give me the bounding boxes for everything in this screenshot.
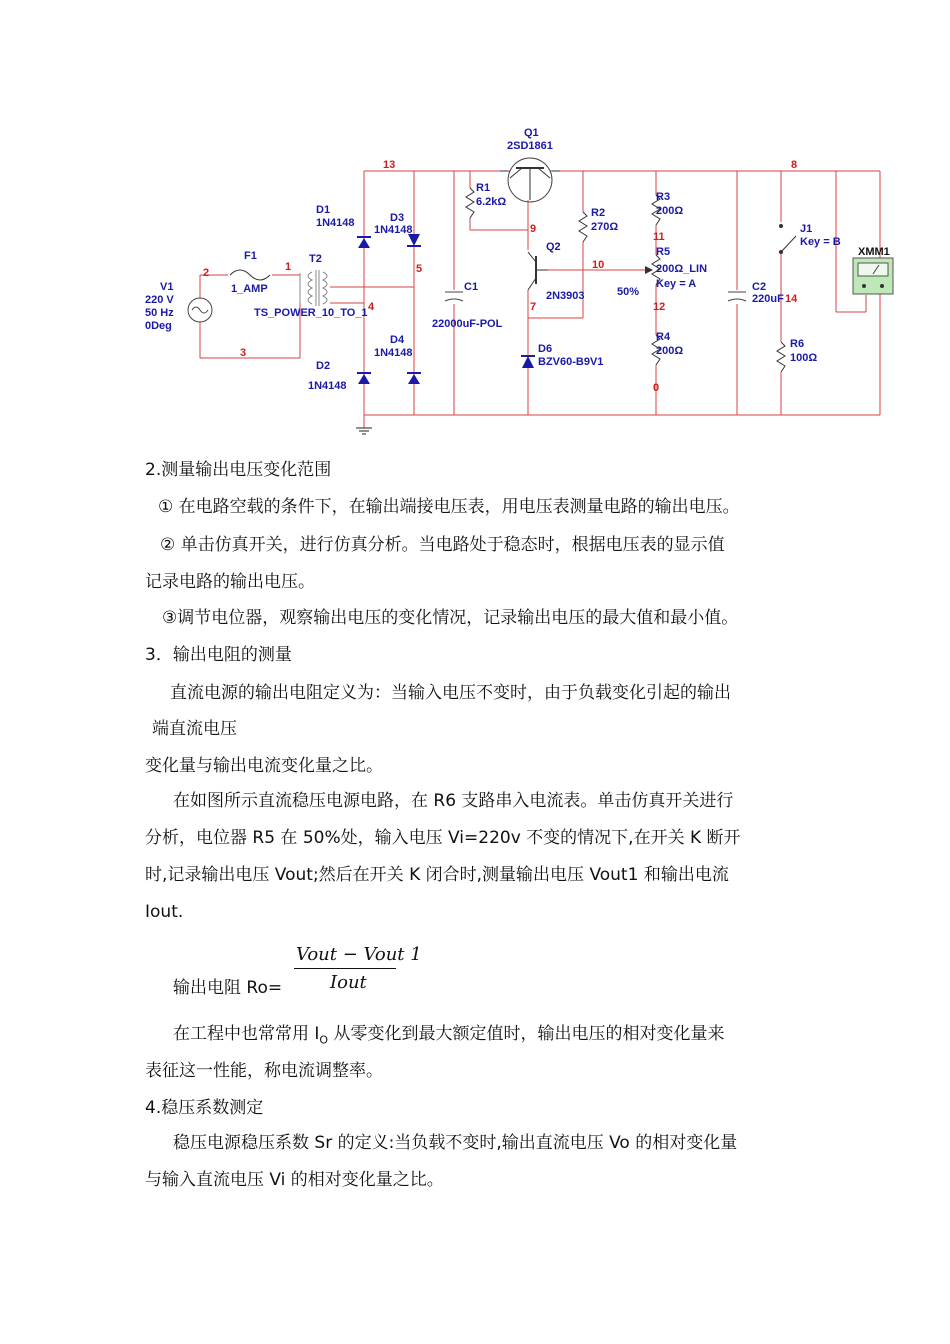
formula-fraction-bar [294,968,396,969]
q2-ref: Q2 [546,241,561,253]
formula-label: 输出电阻 Ro= [173,978,283,998]
d6-part: BZV60-B9V1 [538,356,604,368]
q1-part: 2SD1861 [507,140,553,152]
net-3: 3 [240,347,247,359]
net-11: 11 [653,231,665,243]
net-9: 9 [530,223,537,235]
subscript-o: O [319,1033,329,1047]
f1-part: 1_AMP [231,283,268,295]
ground-symbol [356,428,372,434]
section-3-para-2: 在如图所示直流稳压电源电路，在 R6 支路串入电流表。单击仿真开关进行 [173,791,734,811]
c1-capacitor [445,290,463,304]
section-3-para-1: 直流电源的输出电阻定义为：当输入电压不变时，由于负载变化引起的输出 [170,683,731,703]
c1-value: 22000uF-POL [432,318,503,330]
section-3-para-3-cont: 表征这一性能，称电流调整率。 [145,1061,383,1081]
section-4-para-1-cont: 与输入直流电压 Vi 的相对变化量之比。 [145,1170,444,1190]
q1-ref: Q1 [524,127,539,139]
xmm1-ref: XMM1 [858,246,890,258]
r4-ref: R4 [656,331,671,343]
section-2-step-2-cont: 记录电路的输出电压。 [145,572,315,592]
section-2-step-1: ① 在电路空载的条件下，在输出端接电压表，用电压表测量电路的输出电压。 [158,497,740,517]
q1-transistor [500,158,560,202]
d6-zener [521,356,535,368]
net-4: 4 [368,301,375,313]
net-8: 8 [791,159,798,171]
xmm1-multimeter [853,258,893,294]
r6-value: 100Ω [790,352,818,364]
q2-transistor [528,252,548,290]
v1-amplitude: 220 V [145,294,174,306]
r2-value: 270Ω [591,221,619,233]
section-2-title: 2.测量输出电压变化范围 [145,460,332,480]
d1-diode [357,237,371,248]
f1-fuse [228,270,272,280]
section-3-para-2-line-4: Iout. [145,902,184,922]
r2-resistor [577,212,589,242]
r5-key: Key = A [656,278,697,290]
d2-ref: D2 [316,360,331,372]
c2-capacitor [728,290,746,304]
r5-ref: R5 [656,246,671,258]
r6-resistor [775,342,787,372]
section-2-step-3: ③调节电位器，观察输出电压的变化情况，记录输出电压的最大值和最小值。 [162,608,739,628]
d3-part: 1N4148 [374,224,413,236]
net-14: 14 [785,293,798,305]
circuit-schematic [0,0,950,450]
section-3-title: 3．输出电阻的测量 [145,645,292,665]
v1-ref: V1 [160,281,174,293]
r2-ref: R2 [591,207,606,219]
t2-transformer [300,270,327,306]
d4-diode [407,373,421,384]
section-4-title: 4.稳压系数测定 [145,1098,264,1118]
d2-diode [357,373,371,384]
c1-ref: C1 [464,281,479,293]
section-3-para-1-cont: 端直流电压 [152,719,237,739]
t2-ref: T2 [309,253,322,265]
c2-ref: C2 [752,281,767,293]
j1-key: Key = B [800,236,841,248]
section-2-step-2: ② 单击仿真开关，进行仿真分析。当电路处于稳态时，根据电压表的显示值 [160,535,725,555]
net-2: 2 [203,267,210,279]
para-3-prefix: 在工程中也常常用 I [173,1024,320,1044]
t2-part: TS_POWER_10_TO_1 [254,307,368,319]
v1-phase: 0Deg [145,320,172,332]
d2-part: 1N4148 [308,380,347,392]
r1-ref: R1 [476,182,491,194]
j1-switch [774,222,802,254]
r1-resistor [464,188,476,218]
section-3-para-2-line-3: 时,记录输出电压 Vout;然后在开关 K 闭合时,测量输出电压 Vout1 和输出电流 [145,865,729,885]
net-12: 12 [653,301,666,313]
f1-ref: F1 [244,250,257,262]
d4-ref: D4 [390,334,405,346]
r3-value: 200Ω [656,205,684,217]
v1-ac-source [188,298,212,322]
section-3-para-3 [173,1022,725,1052]
section-3-para-1-end: 变化量与输出电流变化量之比。 [145,756,383,776]
formula-numerator: Vout − Vout 1 [296,944,422,965]
d6-ref: D6 [538,343,553,355]
r1-value: 6.2kΩ [476,196,507,208]
net-1: 1 [285,261,292,273]
q2-part: 2N3903 [546,290,585,302]
net-13: 13 [383,159,396,171]
r3-ref: R3 [656,191,671,203]
net-7: 7 [530,301,537,313]
d3-ref: D3 [390,212,405,224]
net-5: 5 [416,263,423,275]
r4-value: 200Ω [656,345,684,357]
r5-setting: 50% [617,286,640,298]
d1-ref: D1 [316,204,331,216]
section-4-para-1: 稳压电源稳压系数 Sr 的定义:当负载不变时,输出直流电压 Vo 的相对变化量 [173,1133,738,1153]
net-0: 0 [653,382,660,394]
section-3-para-2-line-2: 分析，电位器 R5 在 50%处，输入电压 Vi=220v 不变的情况下,在开关 K 断开 [145,828,741,848]
j1-ref: J1 [800,223,813,235]
d1-part: 1N4148 [316,217,355,229]
d4-part: 1N4148 [374,347,413,359]
r5-value: 200Ω_LIN [656,263,708,275]
c2-value: 220uF [752,293,784,305]
r6-ref: R6 [790,338,805,350]
net-10: 10 [592,259,605,271]
para-3-suffix: 从零变化到最大额定值时，输出电压的相对变化量来 [328,1024,725,1044]
v1-frequency: 50 Hz [145,307,174,319]
formula-denominator: Iout [330,972,367,993]
